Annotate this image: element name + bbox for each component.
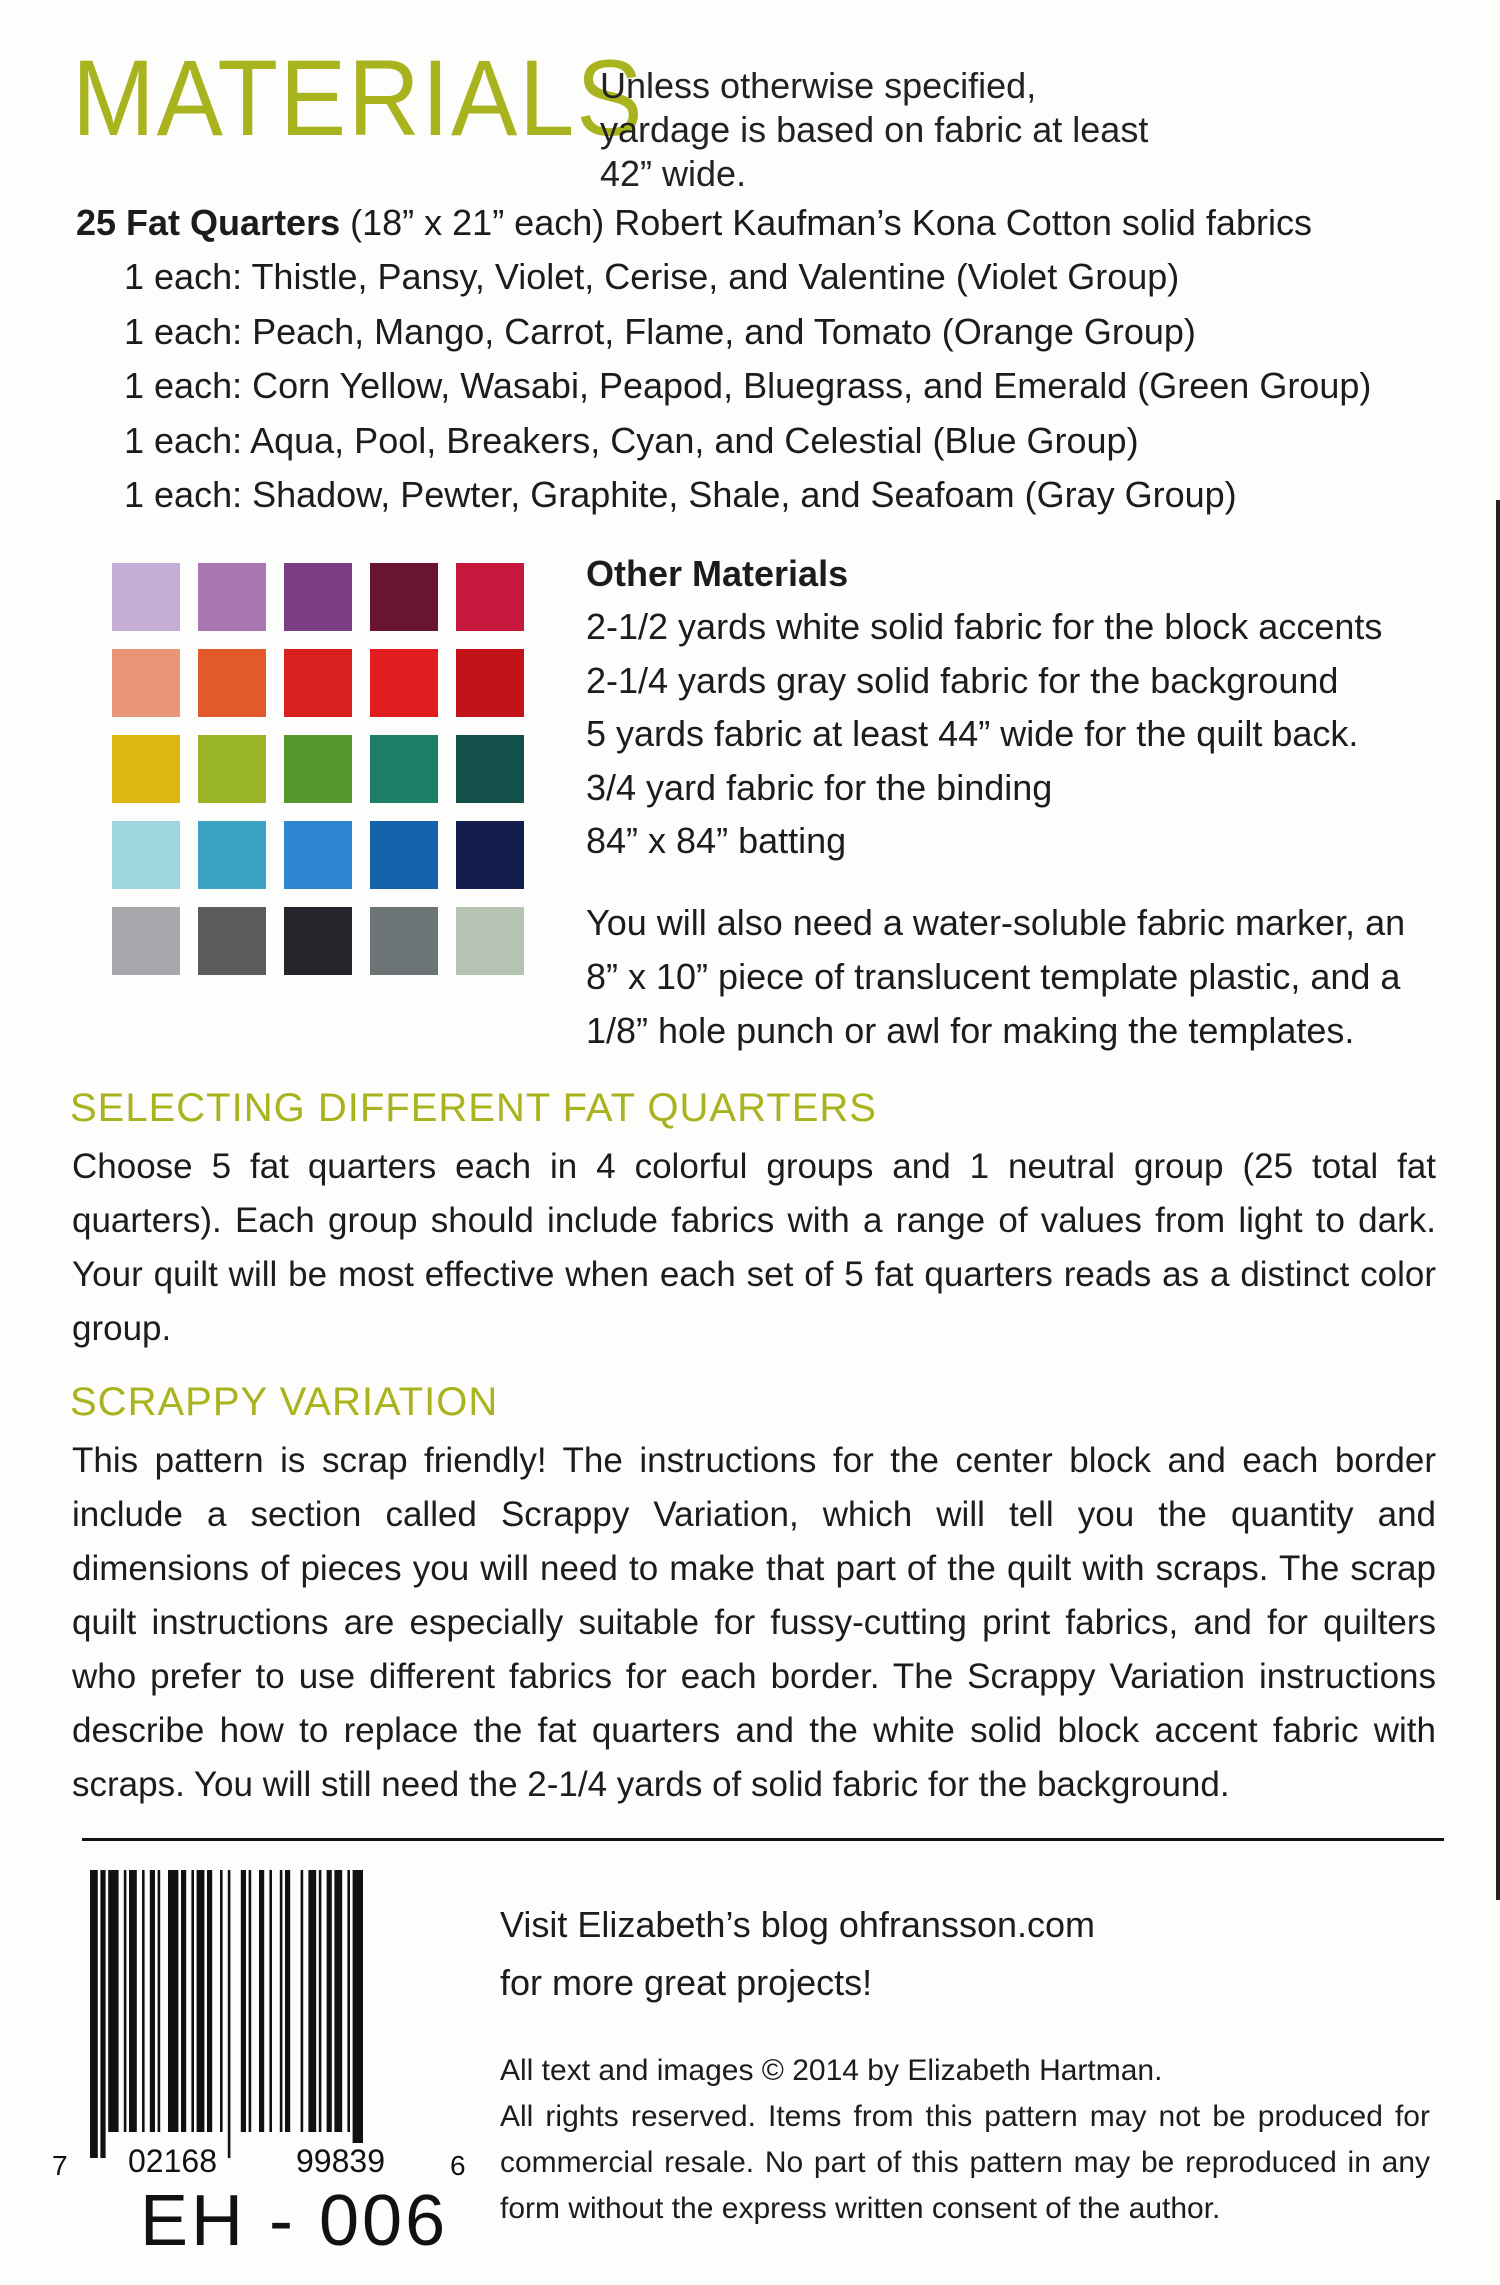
barcode-bar bbox=[327, 1870, 332, 2132]
barcode-bar bbox=[301, 1870, 304, 2132]
fabric-swatch bbox=[198, 649, 266, 717]
barcode-bar bbox=[308, 1870, 316, 2132]
barcode-bar bbox=[129, 1870, 137, 2132]
barcode-right-digits: 99839 bbox=[292, 2143, 389, 2180]
other-materials-heading: Other Materials bbox=[586, 553, 849, 594]
copyright-line: All text and images © 2014 by Elizabeth Hartman. bbox=[500, 2054, 1163, 2087]
blog-line: Visit Elizabeth’s blog ohfransson.com bbox=[500, 1904, 1096, 1945]
product-code: EH - 006 bbox=[140, 2181, 449, 2261]
barcode-left-digits: 02168 bbox=[124, 2143, 221, 2180]
barcode-bar bbox=[347, 1870, 350, 2132]
barcode-bar bbox=[191, 1870, 194, 2132]
tools-note: You will also need a water-soluble fabric marker, an 8” x 10” piece of translucent template plastic, and a 1/8” hole punch or awl for making the templates. bbox=[586, 901, 1406, 1051]
barcode-bar bbox=[241, 1870, 246, 2132]
barcode-bar bbox=[285, 1870, 290, 2132]
fat-quarter-groups bbox=[124, 250, 1371, 523]
list-item: 2-1/2 yards white solid fabric for the block accents bbox=[586, 606, 1383, 647]
page-edge bbox=[1496, 500, 1500, 1900]
fabric-swatch bbox=[112, 649, 180, 717]
fabric-swatch bbox=[112, 821, 180, 889]
fabric-swatch bbox=[370, 907, 438, 975]
barcode-bar bbox=[100, 1870, 105, 2158]
fabric-swatch-grid bbox=[112, 563, 524, 975]
fabric-swatch bbox=[112, 907, 180, 975]
barcode-bar bbox=[220, 1870, 223, 2132]
barcode bbox=[82, 1870, 442, 2158]
list-item: 1 each: Thistle, Pansy, Violet, Cerise, and Valentine (Violet Group) bbox=[124, 256, 1180, 297]
fabric-swatch bbox=[112, 735, 180, 803]
list-item: 5 yards fabric at least 44” wide for the quilt back. bbox=[586, 713, 1359, 754]
barcode-bar bbox=[108, 1870, 118, 2132]
copyright-notice bbox=[500, 2048, 1430, 2232]
scrappy-section-body: This pattern is scrap friendly! The instructions for the center block and each border include a section called Scrappy Variation, which will tell you the quantity and dimensions of pieces you will need to make that part of the quilt with scraps. The scrap quilt instructions are especially suitable for fussy-cutting print fabrics, and for quilters who prefer to use different fabrics for each border. The Scrappy Variation instructions describe how to replace the fat quarters and the white solid block accent fabric with scraps. You will still need the 2-1/4 yards of solid fabric for the background. bbox=[72, 1441, 1436, 1804]
fabric-swatch bbox=[198, 907, 266, 975]
fabric-swatch bbox=[198, 735, 266, 803]
divider bbox=[82, 1838, 1444, 1841]
barcode-bar bbox=[334, 1870, 342, 2132]
barcode-bar bbox=[142, 1870, 145, 2132]
selecting-section-title: SELECTING DIFFERENT FAT QUARTERS bbox=[70, 1086, 877, 1130]
fabric-swatch bbox=[284, 735, 352, 803]
fabric-swatch bbox=[370, 563, 438, 631]
fat-quarters-heading bbox=[76, 198, 1456, 248]
blog-promo bbox=[500, 1896, 1400, 2012]
list-item: 1 each: Corn Yellow, Wasabi, Peapod, Bluegrass, and Emerald (Green Group) bbox=[124, 365, 1372, 406]
barcode-bar bbox=[207, 1870, 212, 2132]
page-title: MATERIALS bbox=[72, 37, 645, 158]
barcode-bar bbox=[259, 1870, 264, 2132]
blog-line: for more great projects! bbox=[500, 1962, 873, 2003]
fabric-swatch bbox=[456, 907, 524, 975]
barcode-check-digit: 6 bbox=[450, 2150, 466, 2181]
barcode-bar bbox=[168, 1870, 178, 2132]
list-item: 1 each: Shadow, Pewter, Graphite, Shale, and Seafoam (Gray Group) bbox=[124, 474, 1237, 515]
other-materials bbox=[586, 548, 1446, 1058]
barcode-bar bbox=[280, 1870, 283, 2132]
list-item: 2-1/4 yards gray solid fabric for the background bbox=[586, 659, 1339, 701]
barcode-bar bbox=[269, 1870, 272, 2132]
barcode-bar bbox=[319, 1870, 322, 2132]
fat-quarters-count: 25 Fat Quarters bbox=[76, 202, 341, 243]
selecting-section-body: Choose 5 fat quarters each in 4 colorful groups and 1 neutral group (25 total fat quarters). Each group should include fabrics with a range of values from light to dark. Your quilt will be most effective when each set of 5 fat quarters reads as a distinct color group. bbox=[72, 1147, 1436, 1348]
fabric-swatch bbox=[456, 735, 524, 803]
scrappy-section-title: SCRAPPY VARIATION bbox=[70, 1380, 499, 1424]
barcode-bar bbox=[90, 1870, 98, 2158]
fabric-swatch bbox=[284, 563, 352, 631]
barcode-bar bbox=[228, 1870, 231, 2158]
list-item: 1 each: Aqua, Pool, Breakers, Cyan, and Celestial (Blue Group) bbox=[124, 419, 1139, 461]
fabric-swatch bbox=[456, 649, 524, 717]
fabric-swatch bbox=[456, 821, 524, 889]
list-item: 1 each: Peach, Mango, Carrot, Flame, and Tomato (Orange Group) bbox=[124, 310, 1196, 352]
fabric-swatch bbox=[284, 821, 352, 889]
rights-text: All rights reserved. Items from this pattern may not be produced for commercial resale. No part of this pattern may be reproduced in any form without the express written consent of the author. bbox=[500, 2100, 1430, 2225]
barcode-bar bbox=[181, 1870, 186, 2132]
list-item: 84” x 84” batting bbox=[586, 820, 847, 861]
fabric-swatch bbox=[456, 563, 524, 631]
fabric-swatch bbox=[370, 821, 438, 889]
fabric-swatch bbox=[284, 907, 352, 975]
fabric-swatch bbox=[370, 649, 438, 717]
barcode-bar bbox=[124, 1870, 127, 2132]
barcode-bar bbox=[150, 1870, 155, 2132]
yardage-note: Unless otherwise specified, yardage is based on fabric at least 42” wide. bbox=[600, 65, 1149, 194]
fabric-swatch bbox=[112, 563, 180, 631]
fabric-swatch bbox=[198, 821, 266, 889]
other-materials-list bbox=[586, 600, 1446, 868]
barcode-bar bbox=[353, 1870, 363, 2158]
barcode-bar bbox=[158, 1870, 161, 2132]
fabric-swatch bbox=[198, 563, 266, 631]
list-item: 3/4 yard fabric for the binding bbox=[586, 766, 1053, 808]
fabric-swatch bbox=[370, 735, 438, 803]
barcode-bar bbox=[197, 1870, 205, 2132]
barcode-lead-digit: 7 bbox=[52, 2150, 68, 2181]
barcode-bar bbox=[249, 1870, 252, 2132]
fabric-swatch bbox=[284, 649, 352, 717]
fat-quarters-description: (18” x 21” each) Robert Kaufman’s Kona Cotton solid fabrics bbox=[340, 202, 1312, 243]
